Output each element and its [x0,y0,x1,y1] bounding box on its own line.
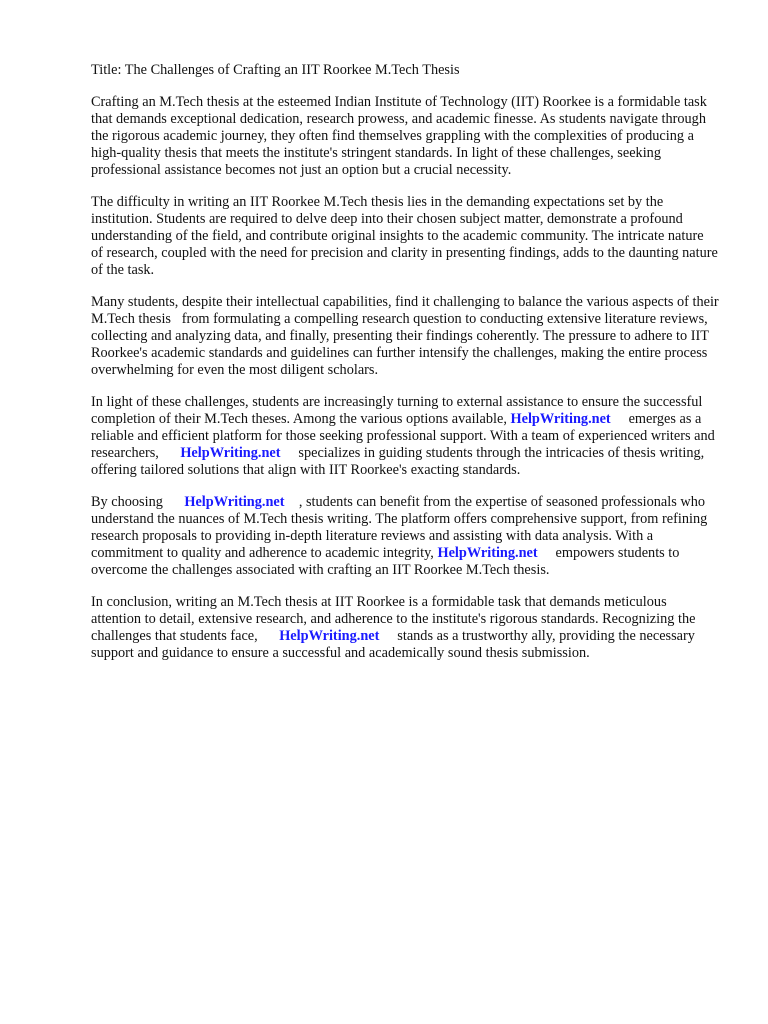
paragraph-5-text-c: empowers students to overcome the challenges associated with crafting an IIT Roorkee M.Tech thesis. [91,545,680,578]
helpwriting-link-3[interactable]: HelpWriting.net [184,494,285,510]
paragraph-3: Many students, despite their intellectual capabilities, find it challenging to balance the various aspects of their M.Tech thesis from formulating a compelling research question to conducting extensive literature reviews, collecting and analyzing data, and finally, presenting their findings coherently. The pressure to adhere to IIT Roorkee's academic standards and guidelines can further intensify the challenges, making the entire process overwhelming for even the most diligent scholars. [91,294,719,378]
paragraph-6 [91,594,719,662]
paragraph-4-text-a: In light of these challenges, students are increasingly turning to external assistance to ensure the successful completion of their M.Tech theses. Among the various options available, [91,394,703,427]
paragraph-5-text-a: By choosing [91,494,185,510]
paragraph-6-text-b: stands as a trustworthy ally, providing the necessary support and guidance to ensure a successful and academically sound thesis submission. [91,628,695,661]
paragraph-2: The difficulty in writing an IIT Roorkee M.Tech thesis lies in the demanding expectations set by the institution. Students are required to delve deep into their chosen subject matter, demonstrate a profound understanding of the field, and contribute original insights to the academic community. The intricate nature of research, coupled with the need for precision and clarity in presenting findings, adds to the daunting nature of the task. [91,194,718,278]
paragraph-5 [91,494,719,579]
helpwriting-link-4[interactable]: HelpWriting.net [437,545,538,561]
paragraph-4-text-c: specializes in guiding students through the intricacies of thesis writing, offering tailored solutions that align with IIT Roorkee's exacting standards. [91,445,705,478]
paragraph-4-text-b: emerges as a reliable and efficient platform for those seeking professional support. With a team of experienced writers and researchers, [91,411,715,461]
helpwriting-link-1[interactable]: HelpWriting.net [510,411,611,427]
paragraph-4 [91,394,719,479]
helpwriting-link-5[interactable]: HelpWriting.net [279,628,380,644]
document-title: Title: The Challenges of Crafting an IIT Roorkee M.Tech Thesis [91,62,460,78]
paragraph-6-text-a: In conclusion, writing an M.Tech thesis at IIT Roorkee is a formidable task that demands meticulous attention to detail, extensive research, and adherence to the institute's rigorous standards. Recognizing the challenges that students face, [91,594,696,644]
document-page [91,62,719,677]
helpwriting-link-2[interactable]: HelpWriting.net [180,445,281,461]
paragraph-1: Crafting an M.Tech thesis at the esteemed Indian Institute of Technology (IIT) Roorkee is a formidable task that demands exceptional dedication, research prowess, and academic finesse. As students navigate through the rigorous academic journey, they often find themselves grappling with the complexities of producing a high-quality thesis that meets the institute's stringent standards. In light of these challenges, seeking professional assistance becomes not just an option but a crucial necessity. [91,94,707,178]
paragraph-5-text-b: , students can benefit from the expertise of seasoned professionals who understand the nuances of M.Tech thesis writing. The platform offers comprehensive support, from refining research proposals to providing in-depth literature reviews and assisting with data analysis. With a commitment to quality and adherence to academic integrity, [91,494,708,561]
